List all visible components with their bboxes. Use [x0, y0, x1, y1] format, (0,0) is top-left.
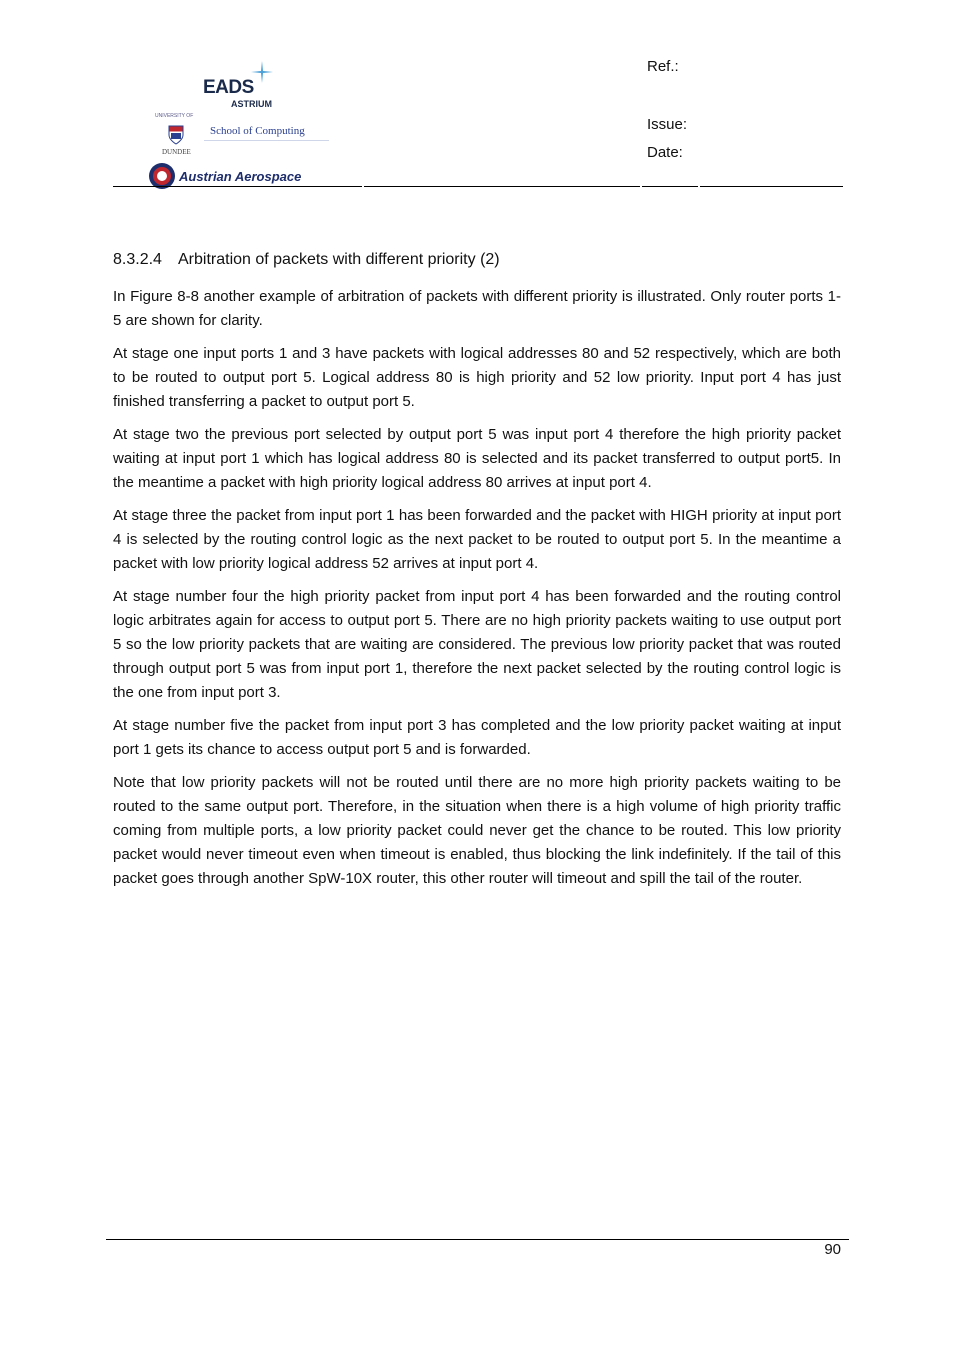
paragraph: At stage number four the high priority packet from input port 4 has been forwarded and the routing control logic arbitrates again for access to output port 5. There are no high priority packets waiting to use output port 5 so the low priority packets that are waiting are considered. The previous low priority packet that was routed through output port 5 was from input port 1, therefore the next packet selected by the routing control logic is the one from input port 3. [113, 588, 841, 701]
austrian-aerospace-wordmark: Austrian Aerospace [179, 169, 302, 184]
ref-label: Ref.: [647, 58, 679, 75]
eads-wordmark: EADS [203, 77, 254, 98]
paragraph: Note that low priority packets will not be routed until there are no more high priority packets waiting to be routed to the same output port. Therefore, in the situation when there is a high volume of high priority traffic coming from multiple ports, a low priority packet could never get the chance to be routed. This low priority packet would never timeout even when timeout is enabled, thus blocking the link indefinitely. If the tail of this packet goes through another SpW-10X router, this other router will timeout and spill the tail of the router. [113, 774, 841, 887]
dundee-name: DUNDEE [162, 148, 191, 156]
star-icon [251, 61, 273, 83]
dundee-arc-text: UNIVERSITY OF [155, 113, 194, 119]
date-label: Date: [647, 144, 683, 161]
paragraph: At stage number five the packet from input port 3 has completed and the low priority packet waiting at input port 1 gets its chance to access output port 5 and is forwarded. [113, 717, 841, 758]
section-number: 8.3.2.4 [113, 251, 162, 268]
school-of-computing: School of Computing [210, 125, 305, 137]
paragraph: At stage three the packet from input port 1 has been forwarded and the packet with HIGH priority at input port 4 is selected by the routing control logic as the next packet to be routed to output port 5. In the meantime a packet with low priority logical address 52 arrives at input port 4. [113, 507, 841, 572]
logo-block [148, 55, 378, 190]
rule-gap [698, 185, 700, 188]
astrium-wordmark: ASTRIUM [231, 99, 272, 109]
page-number: 90 [824, 1241, 841, 1258]
eads-astrium-logo [203, 61, 323, 113]
paragraph: At stage two the previous port selected by output port 5 was input port 4 therefore the high priority packet waiting at input port 1 which has logical address 80 is selected and its packet transferred to output port5. In the meantime a packet with high priority logical address 80 arrives at input port 4. [113, 426, 841, 491]
paragraph: In Figure 8-8 another example of arbitration of packets with different priority is illustrated. Only router ports 1-5 are shown for clarity. [113, 288, 841, 329]
dundee-logo [148, 113, 348, 157]
section-heading [113, 248, 841, 272]
section-title: Arbitration of packets with different priority (2) [178, 251, 500, 268]
crest-icon [168, 125, 184, 145]
footer-rule [106, 1239, 849, 1240]
rule-gap [362, 185, 364, 188]
header-rule [113, 186, 843, 187]
divider [204, 140, 329, 141]
issue-label: Issue: [647, 116, 688, 133]
rule-gap [640, 185, 642, 188]
main-content [113, 248, 841, 900]
paragraph: At stage one input ports 1 and 3 have packets with logical addresses 80 and 52 respectively, which are both to be routed to output port 5. Logical address 80 is high priority and 52 low priority. Input port 4 has just finished transferring a packet to output port 5. [113, 345, 841, 410]
document-header [113, 50, 843, 188]
